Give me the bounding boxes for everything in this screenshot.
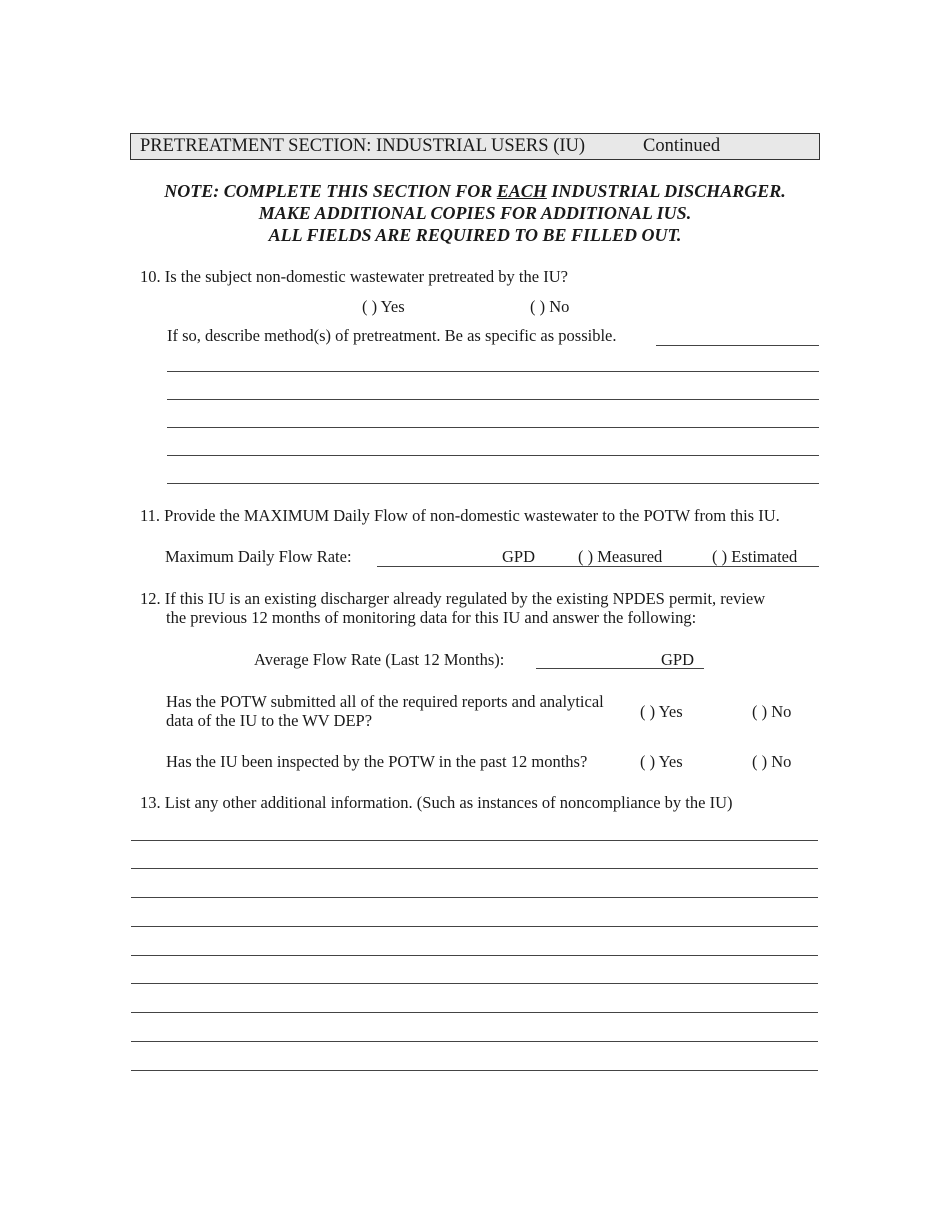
q12-sub1-yes-option[interactable]: ( ) Yes	[640, 702, 683, 721]
q10-answer-line[interactable]	[167, 399, 819, 400]
q13-answer-line[interactable]	[131, 983, 818, 984]
section-title: PRETREATMENT SECTION: INDUSTRIAL USERS (IU)	[140, 136, 586, 156]
q12-question-line2: the previous 12 months of monitoring data for this IU and answer the following:	[166, 608, 697, 627]
note-line1-pre: NOTE: COMPLETE THIS SECTION FOR	[164, 181, 497, 201]
q10-describe-label: If so, describe method(s) of pretreatment. Be as specific as possible.	[167, 326, 617, 345]
instruction-note	[100, 180, 850, 246]
q10-answer-line[interactable]	[167, 455, 819, 456]
q13-answer-line[interactable]	[131, 1041, 818, 1042]
continued-label: Continued	[643, 136, 721, 156]
q13-answer-line[interactable]	[131, 897, 818, 898]
q12-avg-flow-label: Average Flow Rate (Last 12 Months):	[254, 650, 505, 669]
q13-answer-line[interactable]	[131, 840, 818, 841]
note-line2: MAKE ADDITIONAL COPIES FOR ADDITIONAL IUS.	[258, 203, 692, 223]
note-line1-emph: EACH	[496, 181, 547, 201]
q13-answer-line[interactable]	[131, 868, 818, 869]
q12-sub1-no-option[interactable]: ( ) No	[752, 702, 792, 721]
q10-answer-line[interactable]	[167, 483, 819, 484]
q12-sub1-line1: Has the POTW submitted all of the required reports and analytical	[166, 692, 604, 711]
q13-answer-line[interactable]	[131, 1012, 818, 1013]
q13-answer-line[interactable]	[131, 955, 818, 956]
q12-sub2-no-option[interactable]: ( ) No	[752, 752, 792, 771]
q10-describe-field[interactable]	[656, 345, 819, 346]
q13-question: 13. List any other additional information. (Such as instances of noncompliance by the IU)	[140, 793, 733, 812]
q11-question: 11. Provide the MAXIMUM Daily Flow of non-domestic wastewater to the POTW from this IU.	[140, 506, 780, 525]
q12-sub2-yes-option[interactable]: ( ) Yes	[640, 752, 683, 771]
q11-measured-option[interactable]: ( ) Measured	[578, 547, 663, 566]
q10-answer-line[interactable]	[167, 427, 819, 428]
q11-unit: GPD	[502, 547, 536, 566]
q12-sub2-question: Has the IU been inspected by the POTW in the past 12 months?	[166, 752, 588, 771]
q10-question: 10. Is the subject non-domestic wastewater pretreated by the IU?	[140, 267, 568, 286]
note-line1-post: INDUSTRIAL DISCHARGER.	[546, 181, 786, 201]
q12-sub1-line2: data of the IU to the WV DEP?	[166, 711, 373, 730]
note-line3: ALL FIELDS ARE REQUIRED TO BE FILLED OUT.	[268, 225, 682, 245]
q12-avg-unit: GPD	[661, 650, 695, 669]
q10-no-option[interactable]: ( ) No	[530, 297, 570, 316]
q11-flow-label: Maximum Daily Flow Rate:	[165, 547, 352, 566]
q10-answer-line[interactable]	[167, 371, 819, 372]
q11-estimated-option[interactable]: ( ) Estimated	[712, 547, 798, 566]
q12-question-line1: 12. If this IU is an existing discharger already regulated by the existing NPDES permit, review	[140, 589, 766, 608]
q13-answer-line[interactable]	[131, 926, 818, 927]
q13-answer-line[interactable]	[131, 1070, 818, 1071]
section-header	[130, 133, 820, 160]
q10-yes-option[interactable]: ( ) Yes	[362, 297, 405, 316]
